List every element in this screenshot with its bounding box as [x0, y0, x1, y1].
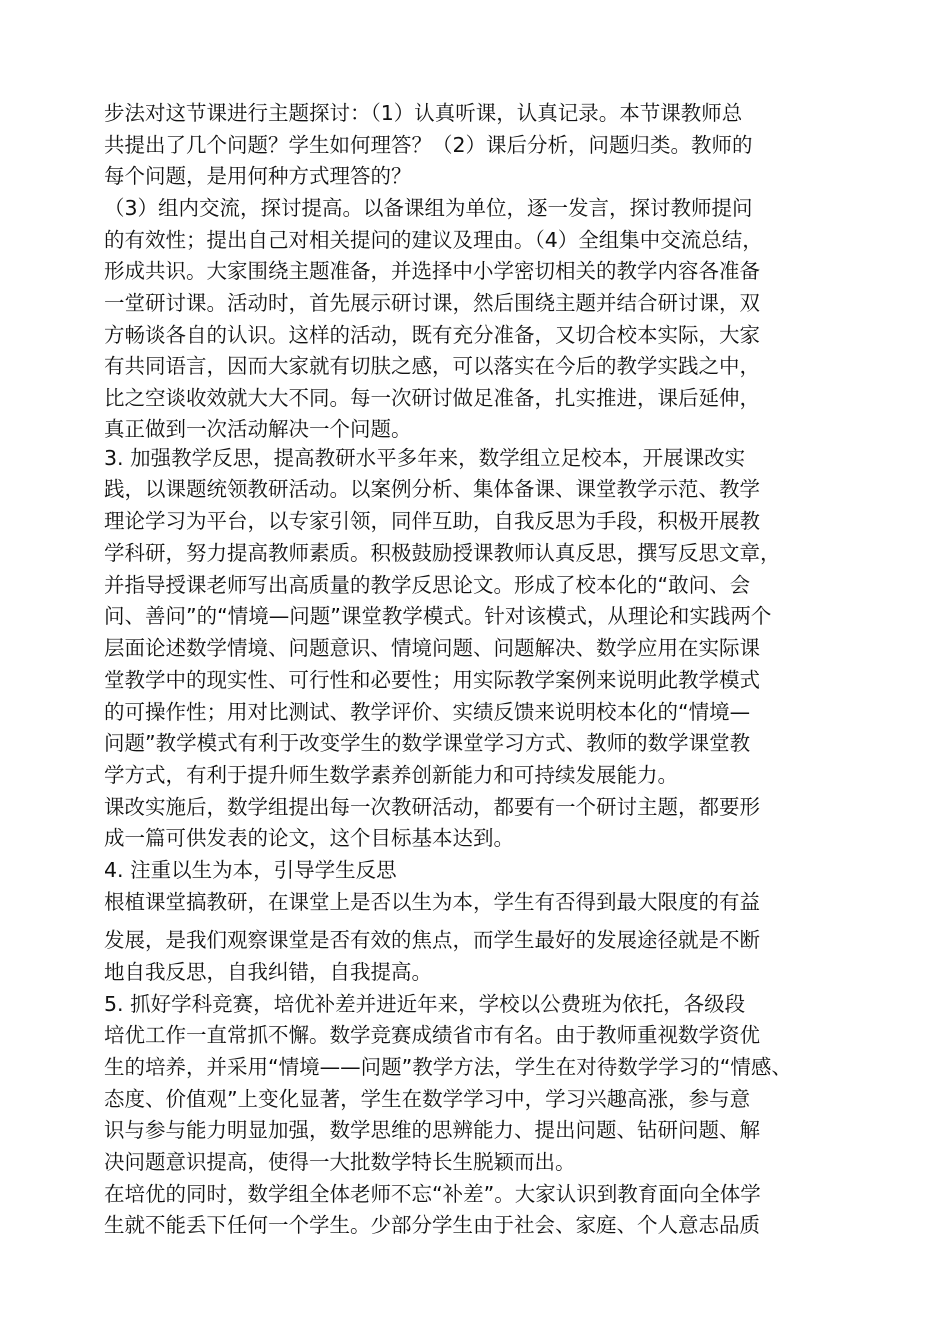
text-line: 真正做到一次活动解决一个问题。: [104, 417, 412, 441]
text-line: 5. 抓好学科竞赛，培优补差并进近年来，学校以公费班为依托，各级段: [104, 992, 746, 1016]
text-line: 理论学习为平台，以专家引领，同伴互助，自我反思为手段，积极开展教: [104, 509, 760, 533]
text-line: 学方式，有利于提升师生数学素养创新能力和可持续发展能力。: [104, 763, 678, 787]
text-line: 生的培养，并采用“情境——问题”教学方法，学生在对待数学学习的“情感、: [104, 1055, 792, 1079]
text-line: 步法对这节课进行主题探讨：（1）认真听课，认真记录。本节课教师总: [104, 101, 743, 125]
section-heading-3: 3. 加强教学反思，提高教研水平多年来，数学组立足校本，开展课改实: [104, 446, 746, 470]
text-line: 每个问题，是用何种方式理答的？: [104, 164, 412, 188]
text-line: 识与参与能力明显加强，数学思维的思辨能力、提出问题、钻研问题、解: [104, 1118, 760, 1142]
text-line: 学科研，努力提高教师素质。积极鼓励授课教师认真反思，撰写反思文章，: [104, 541, 781, 565]
text-line: 的可操作性；用对比测试、教学评价、实绩反馈来说明校本化的“情境—: [104, 700, 751, 724]
text-line: 问题”教学模式有利于改变学生的数学课堂学习方式、教师的数学课堂教: [104, 731, 751, 755]
text-line: 形成共识。大家围绕主题准备，并选择中小学密切相关的教学内容各准备: [104, 259, 760, 283]
text-line: 问、善问”的“情境—问题”课堂教学模式。针对该模式，从理论和实践两个: [104, 604, 772, 628]
text-line: 成一篇可供发表的论文，这个目标基本达到。: [104, 826, 514, 850]
text-line: 层面论述数学情境、问题意识、情境问题、问题解决、数学应用在实际课: [104, 636, 760, 660]
text-line: 共提出了几个问题？学生如何理答？（2）课后分析，问题归类。教师的: [104, 133, 753, 157]
text-line: 态度、价值观”上变化显著，学生在数学学习中，学习兴趣高涨，参与意: [104, 1087, 751, 1111]
section-heading-4: 根植课堂搞教研，在课堂上是否以生为本，学生有否得到最大限度的有益: [104, 890, 760, 914]
text-line: 践，以课题统领教研活动。以案例分析、集体备课、课堂教学示范、教学: [104, 477, 760, 501]
text-line: 比之空谈收效就大大不同。每一次研讨做足准备，扎实推进，课后延伸，: [104, 386, 760, 410]
text-line: 堂教学中的现实性、可行性和必要性；用实际教学案例来说明此教学模式: [104, 668, 760, 692]
text-line: 有共同语言，因而大家就有切肤之感，可以落实在今后的教学实践之中，: [104, 354, 760, 378]
text-line: 的有效性；提出自己对相关提问的建议及理由。（4）全组集中交流总结，: [104, 228, 763, 252]
text-line: [104, 1242, 864, 1272]
text-line: 决问题意识提高，使得一大批数学特长生脱颖而出。: [104, 1150, 576, 1174]
text-line: 方畅谈各自的认识。这样的活动，既有充分准备，又切合校本实际，大家: [104, 323, 760, 347]
text-line: 课改实施后，数学组提出每一次教研活动，都要有一个研讨主题，都要形: [104, 795, 760, 819]
text-line: 一堂研讨课。活动时，首先展示研讨课，然后围绕主题并结合研讨课，双: [104, 291, 760, 315]
text-line: 生就不能丢下任何一个学生。少部分学生由于社会、家庭、个人意志品质: [104, 1213, 760, 1237]
text-line: 4. 注重以生为本，引导学生反思: [104, 858, 397, 882]
text-line: 在培优的同时，数学组全体老师不忘“补差”。大家认识到教育面向全体学: [104, 1182, 761, 1206]
text-line: 并指导授课老师写出高质量的教学反思论文。形成了校本化的“敢问、会: [104, 573, 751, 597]
text-line: 地自我反思，自我纠错，自我提高。: [104, 960, 432, 984]
text-line: （3）组内交流，探讨提高。以备课组为单位，逐一发言，探讨教师提问: [104, 196, 753, 220]
section-heading-5: 培优工作一直常抓不懈。数学竞赛成绩省市有名。由于教师重视数学资优: [104, 1023, 760, 1047]
text-line: 发展，是我们观察课堂是否有效的焦点，而学生最好的发展途径就是不断: [104, 928, 760, 952]
